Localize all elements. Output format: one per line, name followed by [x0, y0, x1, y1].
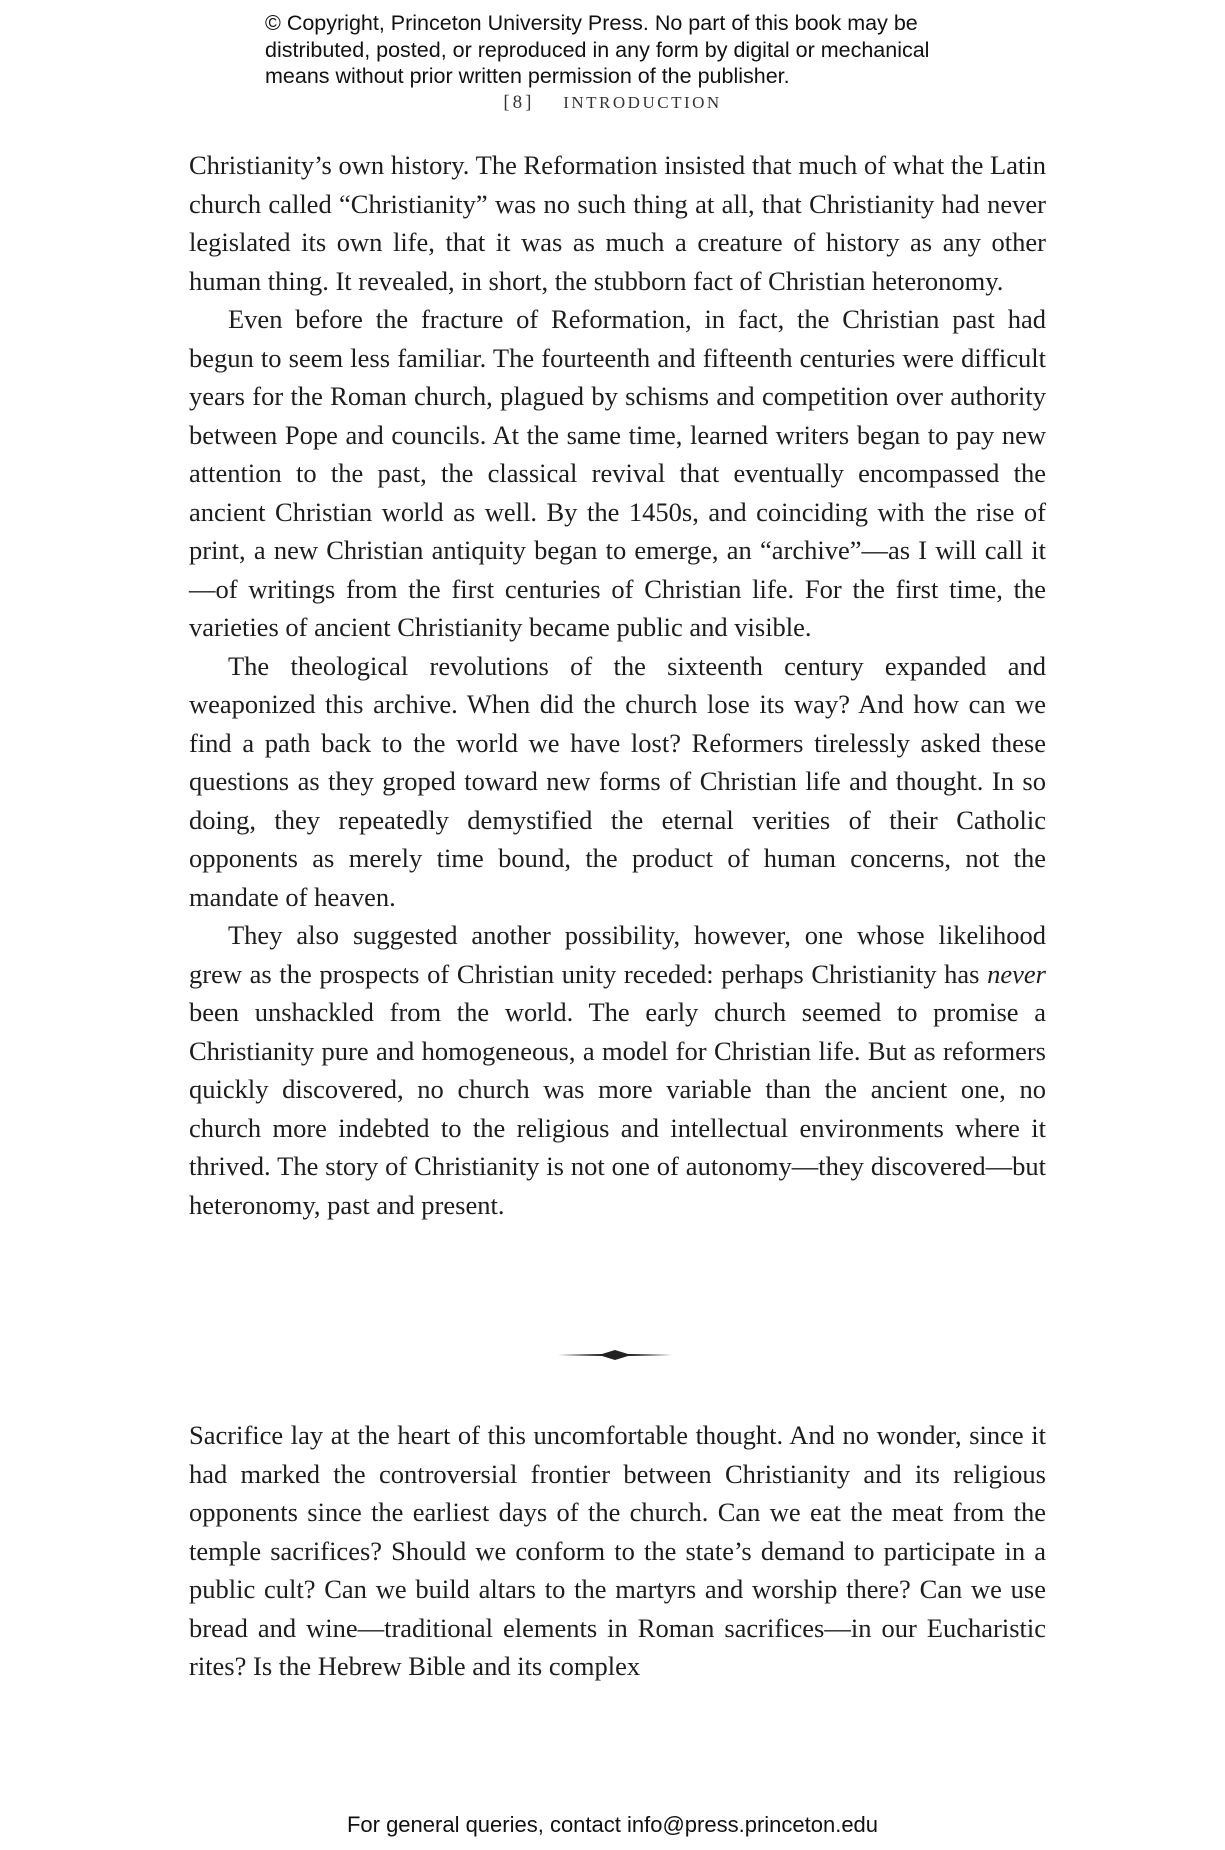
- body-text-section-1: [189, 146, 1046, 1224]
- paragraph-2: Even before the fracture of Reformation, in fact, the Christian past had begun to seem less familiar. The fourteenth and fifteenth centuries were difficult years for the Roman church, plagued by schisms and competition over authority between Pope and councils. At the same time, learned writers began to pay new attention to the past, the classical revival that eventually encompassed the ancient Christian world as well. By the 1450s, and coinciding with the rise of print, a new Christian antiquity began to emerge, an “archive”—as I will call it—of writings from the first centuries of Christian life. For the first time, the varieties of ancient Christianity became public and visible.: [189, 304, 1046, 642]
- footer-contact: For general queries, contact info@press.princeton.edu: [346, 1812, 879, 1837]
- chapter-title: INTRODUCTION: [563, 93, 722, 112]
- paragraph-4-part-2: been unshackled from the world. The early church seemed to promise a Christianity pure and homogeneous, a model for Christian life. But as reformers quickly discovered, no church was more variable than the ancient one, no church more indebted to the religious and intellectual environments where it thrived. The story of Christianity is not one of autonomy—they discovered—but heteronomy, past and present.: [189, 997, 1046, 1220]
- running-head: [0, 92, 1225, 114]
- paragraph-5: Sacrifice lay at the heart of this uncomfortable thought. And no wonder, since it had marked the controversial frontier between Christianity and its religious opponents since the earliest days of the church. Can we eat the meat from the temple sacrifices? Should we conform to the state’s demand to participate in a public cult? Can we build altars to the martyrs and worship there? Can we use bread and wine—traditional elements in Roman sacrifices—in our Eucharistic rites? Is the Hebrew Bible and its complex: [189, 1420, 1046, 1681]
- paragraph-3: The theological revolutions of the sixteenth century expanded and weaponized this archive. When did the church lose its way? And how can we find a path back to the world we have lost? Reformers tirelessly asked these questions as they groped toward new forms of Christian life and thought. In so doing, they repeatedly demystified the eternal verities of their Catholic opponents as merely time bound, the product of human concerns, not the mandate of heaven.: [189, 650, 1046, 912]
- paragraph-4-part-1: They also suggested another possibility, however, one whose likelihood grew as the prospects of Christian unity receded: perhaps Christianity has: [189, 920, 1046, 989]
- emphasis-never: never: [987, 958, 1046, 989]
- paragraph-4: [189, 916, 1046, 1224]
- section-break-ornament: [558, 1349, 672, 1361]
- page-number: [8]: [503, 92, 535, 113]
- paragraph-1: Christianity’s own history. The Reformation insisted that much of what the Latin church called “Christianity” was no such thing at all, that Christianity had never legislated its own life, that it was as much a creature of history as any other human thing. It revealed, in short, the stubborn fact of Christian heteronomy.: [189, 150, 1046, 296]
- body-text-section-2: [189, 1416, 1046, 1686]
- copyright-notice: © Copyright, Princeton University Press. No part of this book may be distributed, posted, or reproduced in any form by digital or mechanical means without prior written permission of the publisher.: [265, 11, 930, 88]
